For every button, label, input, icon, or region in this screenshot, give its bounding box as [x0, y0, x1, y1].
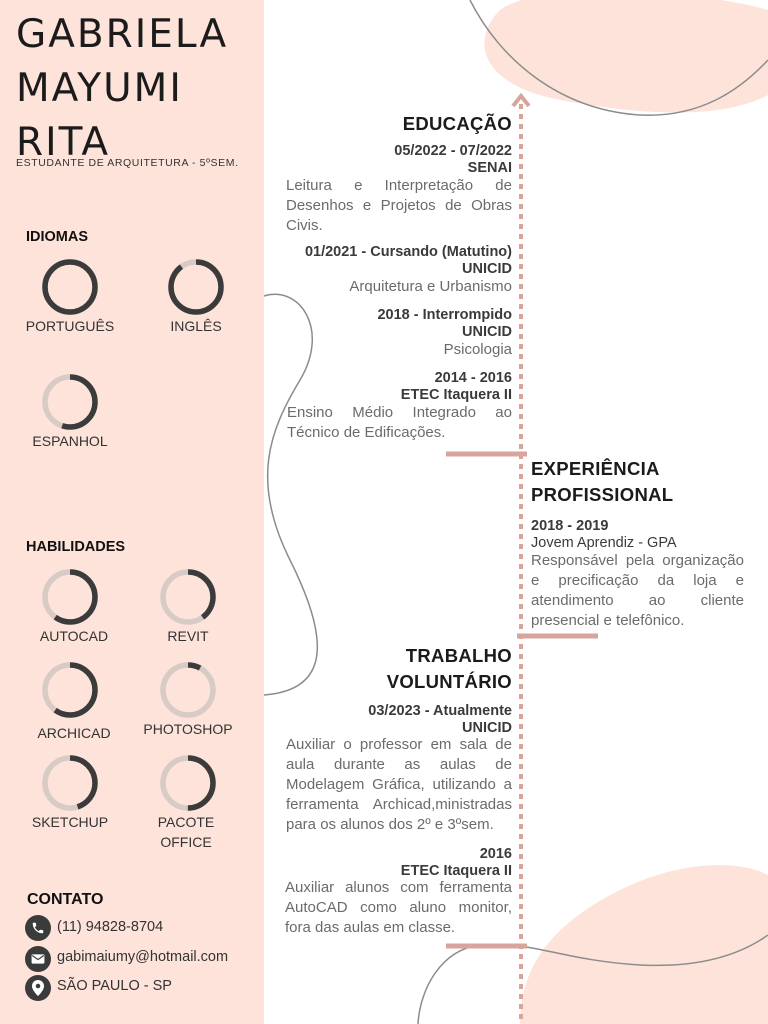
ring-gauge: [158, 753, 218, 813]
volunteer-heading-line: TRABALHO: [405, 645, 512, 666]
skills-heading: HABILIDADES: [26, 539, 126, 555]
name-line: GABRIELA: [16, 12, 229, 57]
education-institution: ETEC Itaquera II: [400, 387, 512, 403]
contact-heading: CONTATO: [27, 891, 104, 908]
contact-phone[interactable]: (11) 94828-8704: [57, 919, 164, 935]
contact-email[interactable]: gabimaiumy@hotmail.com: [57, 949, 229, 965]
education-description: Leitura e Interpretação de Desenhos e Projetos de Obras Civis.: [286, 177, 512, 234]
volunteer-heading: [290, 643, 512, 695]
ring-gauge: [40, 753, 100, 813]
ring-gauge: [158, 660, 218, 720]
volunteer-period: 03/2023 - Atualmente: [368, 703, 512, 719]
ring-fill: [45, 262, 95, 312]
ring-track: [163, 665, 213, 715]
skill-label: ARCHICAD: [37, 725, 111, 741]
skill-label: SKETCHUP: [31, 814, 109, 830]
education-description: Arquitetura e Urbanismo: [349, 278, 512, 295]
education-period: 01/2021 - Cursando (Matutino): [304, 244, 512, 260]
ring-gauge: [40, 257, 100, 317]
languages-heading: IDIOMAS: [26, 229, 89, 245]
skill-label: REVIT: [167, 628, 209, 644]
phone-icon: [25, 915, 51, 941]
volunteer-description: Auxiliar alunos com ferramenta AutoCAD como aluno monitor, fora das aulas em classe.: [285, 879, 512, 936]
education-description: Ensino Médio Integrado ao Técnico de Edificações.: [287, 404, 512, 441]
top-right-blob: [484, 0, 768, 113]
bottom-right-blob: [520, 865, 768, 1024]
skill-label: PHOTOSHOP: [143, 721, 233, 737]
volunteer-institution: UNICID: [462, 720, 512, 736]
ring-gauge: [158, 567, 218, 627]
location-pin-icon: [25, 975, 51, 1001]
skill-label: PACOTE OFFICE: [157, 814, 215, 850]
skill-label: AUTOCAD: [39, 628, 109, 644]
name-line: RITA: [16, 120, 111, 165]
experience-role: Jovem Aprendiz - GPA: [531, 535, 677, 551]
contact-location: SÃO PAULO - SP: [57, 978, 172, 994]
volunteer-heading-line: VOLUNTÁRIO: [386, 671, 512, 692]
name-line: MAYUMI: [16, 66, 183, 111]
education-institution: SENAI: [467, 160, 512, 176]
experience-heading-line: PROFISSIONAL: [531, 484, 674, 505]
education-period: 2014 - 2016: [434, 370, 512, 386]
ring-gauge: [40, 372, 100, 432]
education-period: 05/2022 - 07/2022: [394, 143, 512, 159]
experience-heading: [531, 456, 761, 508]
volunteer-institution: ETEC Itaquera II: [400, 863, 512, 879]
experience-period: 2018 - 2019: [531, 518, 609, 534]
education-period: 2018 - Interrompido: [377, 307, 512, 323]
volunteer-period: 2016: [479, 846, 512, 862]
volunteer-description: Auxiliar o professor em sala de aula durante as aulas de Modelagem Gráfica, utilizando a ferramenta Archicad,ministradas para os alunos dos 2º e 3ºsem.: [286, 736, 512, 833]
ring-gauge: [40, 567, 100, 627]
education-institution: UNICID: [462, 261, 512, 277]
experience-description: Responsável pela organização e precificação da loja e atendimento ao cliente presencial e telefônico.: [531, 552, 744, 629]
ring-gauge: [166, 257, 226, 317]
education-institution: UNICID: [462, 324, 512, 340]
email-icon: [25, 946, 51, 972]
language-label: PORTUGUÊS: [25, 318, 115, 334]
ring-gauge: [40, 660, 100, 720]
profile-name: [16, 8, 228, 170]
language-label: INGLÊS: [170, 318, 222, 334]
profile-subtitle: ESTUDANTE DE ARQUITETURA - 5ºSEM.: [16, 157, 239, 169]
language-label: ESPANHOL: [32, 433, 108, 449]
education-description: Psicologia: [443, 341, 512, 358]
experience-heading-line: EXPERIÊNCIA: [531, 458, 660, 479]
education-heading: EDUCAÇÃO: [402, 113, 512, 134]
ring-fill: [171, 262, 221, 312]
